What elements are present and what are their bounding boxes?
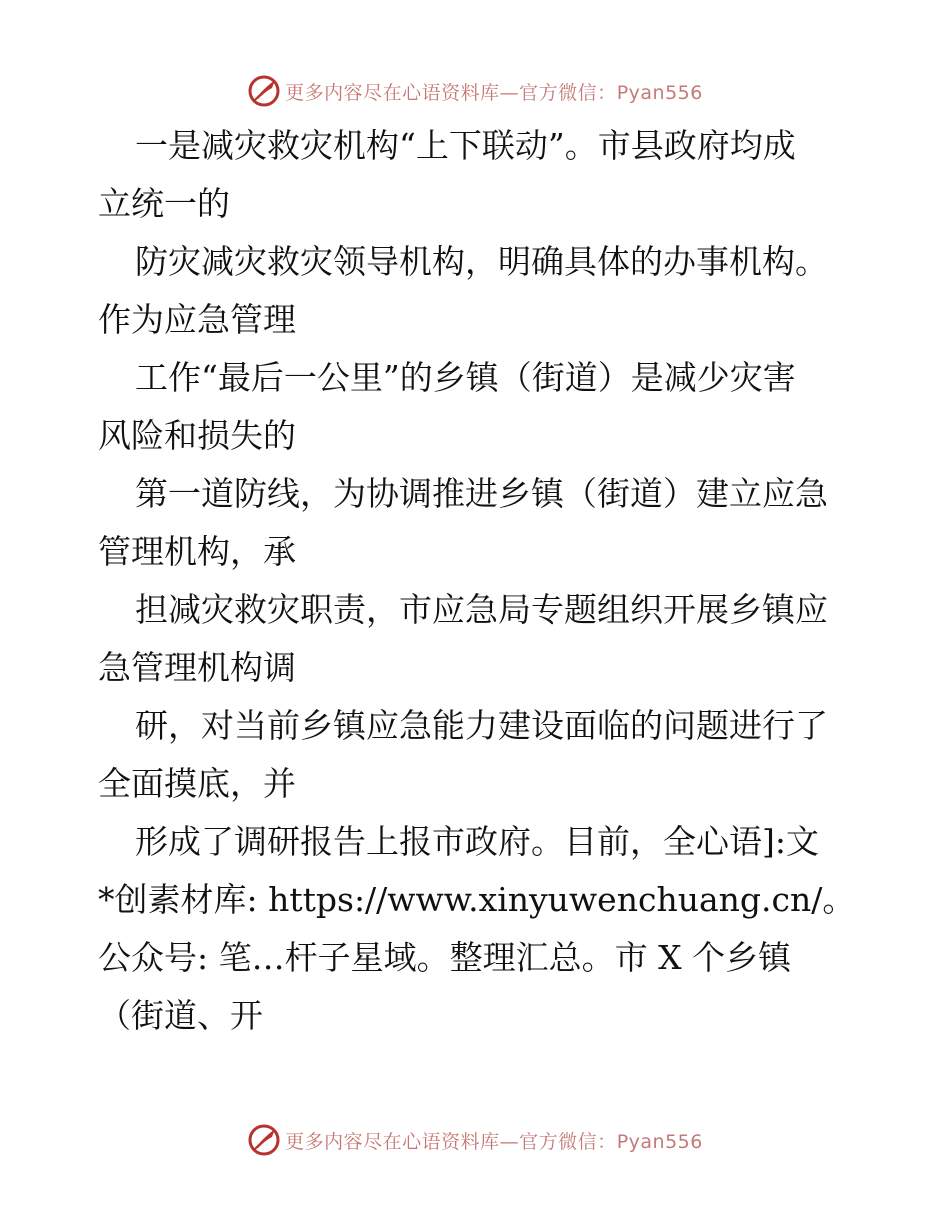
text-line: 管理机构，承 [98, 532, 296, 571]
text-line: 形成了调研报告上报市政府。目前，全心语]:文 [135, 822, 819, 861]
text-line: 研，对当前乡镇应急能力建设面临的问题进行了 [135, 706, 828, 745]
text-line: 第一道防线，为协调推进乡镇（街道）建立应急 [135, 474, 828, 513]
text-line: 工作“最后一公里”的乡镇（街道）是减少灾害 [135, 358, 796, 397]
header-banner [0, 71, 950, 111]
site-name: 更多内容尽在心语资料库 [285, 81, 500, 104]
footer-banner [0, 1120, 950, 1160]
quill-logo-icon [247, 74, 281, 108]
banner-text [285, 78, 703, 105]
text-line: （街道、开 [98, 996, 263, 1035]
banner-dash: — [499, 81, 520, 104]
text-line: 全面摸底，并 [98, 764, 296, 803]
site-name: 更多内容尽在心语资料库 [285, 1130, 500, 1153]
wechat-label: 官方微信： [519, 1130, 617, 1153]
text-line: *创素材库: https://www.xinyuwenchuang.cn/。 [98, 880, 856, 919]
text-line: 一是减灾救灾机构“上下联动”。市县政府均成 [135, 126, 796, 165]
quill-logo-icon [247, 1123, 281, 1157]
text-line: 立统一的 [98, 184, 230, 223]
text-line: 担减灾救灾职责，市应急局专题组织开展乡镇应 [135, 590, 828, 629]
text-line: 公众号: 笔…杆子星域。整理汇总。市 X 个乡镇 [98, 938, 792, 977]
document-body [98, 117, 858, 1045]
text-line: 风险和损失的 [98, 416, 296, 455]
text-line: 作为应急管理 [98, 300, 296, 339]
text-line: 急管理机构调 [98, 648, 296, 687]
text-line: 防灾减灾救灾领导机构，明确具体的办事机构。 [135, 242, 828, 281]
wechat-id: Pyan556 [616, 81, 703, 104]
banner-text [285, 1127, 703, 1154]
wechat-id: Pyan556 [616, 1130, 703, 1153]
banner-dash: — [499, 1130, 520, 1153]
wechat-label: 官方微信： [519, 81, 617, 104]
